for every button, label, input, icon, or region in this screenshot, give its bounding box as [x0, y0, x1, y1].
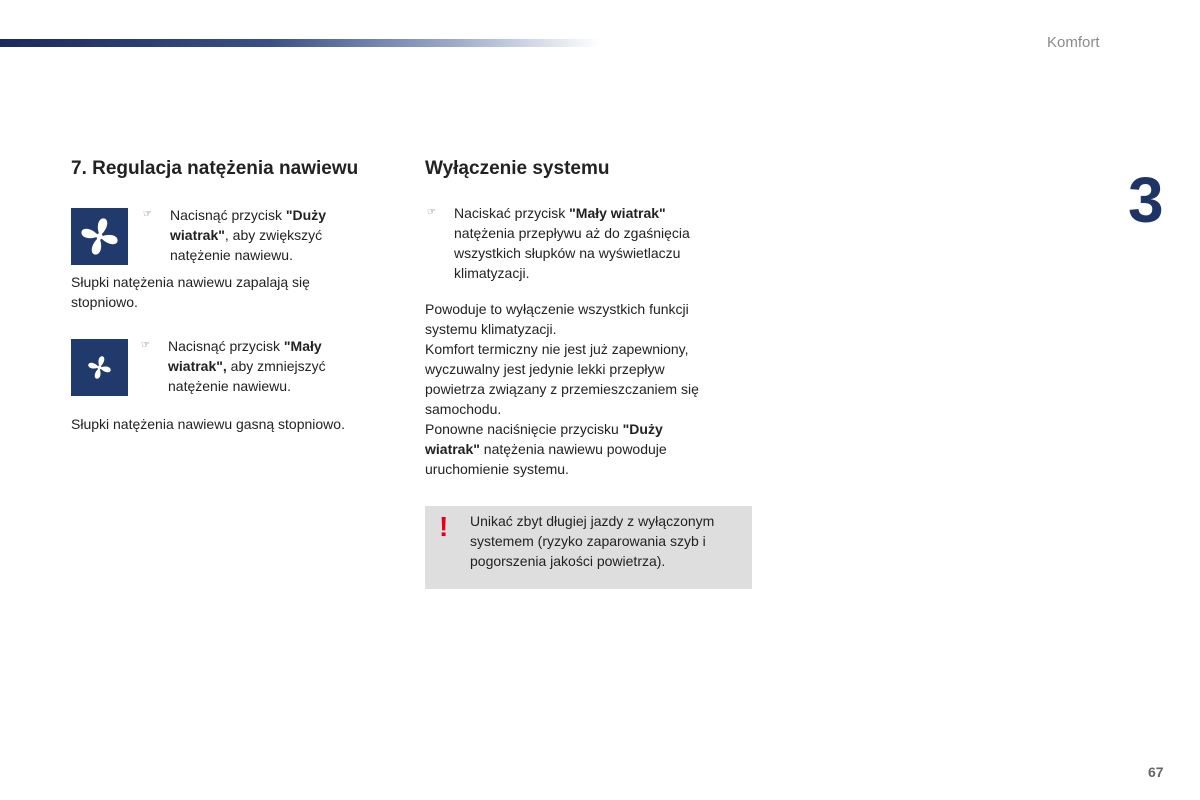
- page-number: 67: [1148, 764, 1164, 780]
- pointing-hand-icon: ☞: [143, 209, 152, 220]
- bullet-line: natężenie nawiewu.: [170, 247, 293, 263]
- section-label: Komfort: [1047, 34, 1100, 51]
- bullet-line: wszystkich słupków na wyświetlaczu: [454, 245, 681, 261]
- bullet-line: natężenia przepływu aż do zgaśnięcia: [454, 225, 690, 241]
- bullet-line: natężenie nawiewu.: [168, 378, 291, 394]
- bullet-line: Naciskać przycisk "Mały wiatrak": [454, 205, 666, 221]
- left-section-title: 7. Regulacja natężenia nawiewu: [71, 158, 359, 179]
- bullet-line: wiatrak", aby zwiększyć: [170, 227, 323, 243]
- warning-text: Unikać zbyt długiej jazdy z wyłączonym systemem (ryzyko zaparowania szyb i pogorszenia jakości powietrza).: [470, 513, 715, 569]
- right-paragraph: Powoduje to wyłączenie wszystkich funkcji systemu klimatyzacji. Komfort termiczny nie jest już zapewniony, wyczuwalny jest jedynie lekki przepływ powietrza związany z przemieszczaniem się samochodu. Ponowne naciśnięcie przycisku "Duży wiatrak" natężenia nawiewu powoduje uruchomienie systemu.: [425, 301, 699, 477]
- bullet-line: Nacisnąć przycisk "Mały: [168, 338, 322, 354]
- pointing-hand-icon: ☞: [427, 207, 436, 218]
- chapter-number: 3: [1128, 164, 1164, 236]
- bullet-line: klimatyzacji.: [454, 265, 530, 281]
- bullet-line: wiatrak", aby zmniejszyć: [168, 358, 326, 374]
- header-gradient-bar: [0, 39, 600, 47]
- warning-icon: !: [439, 511, 449, 542]
- large-fan-icon[interactable]: [71, 208, 128, 265]
- pointing-hand-icon: ☞: [141, 340, 150, 351]
- bullet-line: Nacisnąć przycisk "Duży: [170, 207, 327, 223]
- small-fan-icon[interactable]: [71, 339, 128, 396]
- left-note-1: Słupki natężenia nawiewu zapalają się stopniowo.: [71, 274, 310, 310]
- right-section-title: Wyłączenie systemu: [425, 158, 610, 179]
- warning-box: [425, 506, 752, 589]
- left-note-2: Słupki natężenia nawiewu gasną stopniowo.: [71, 416, 345, 432]
